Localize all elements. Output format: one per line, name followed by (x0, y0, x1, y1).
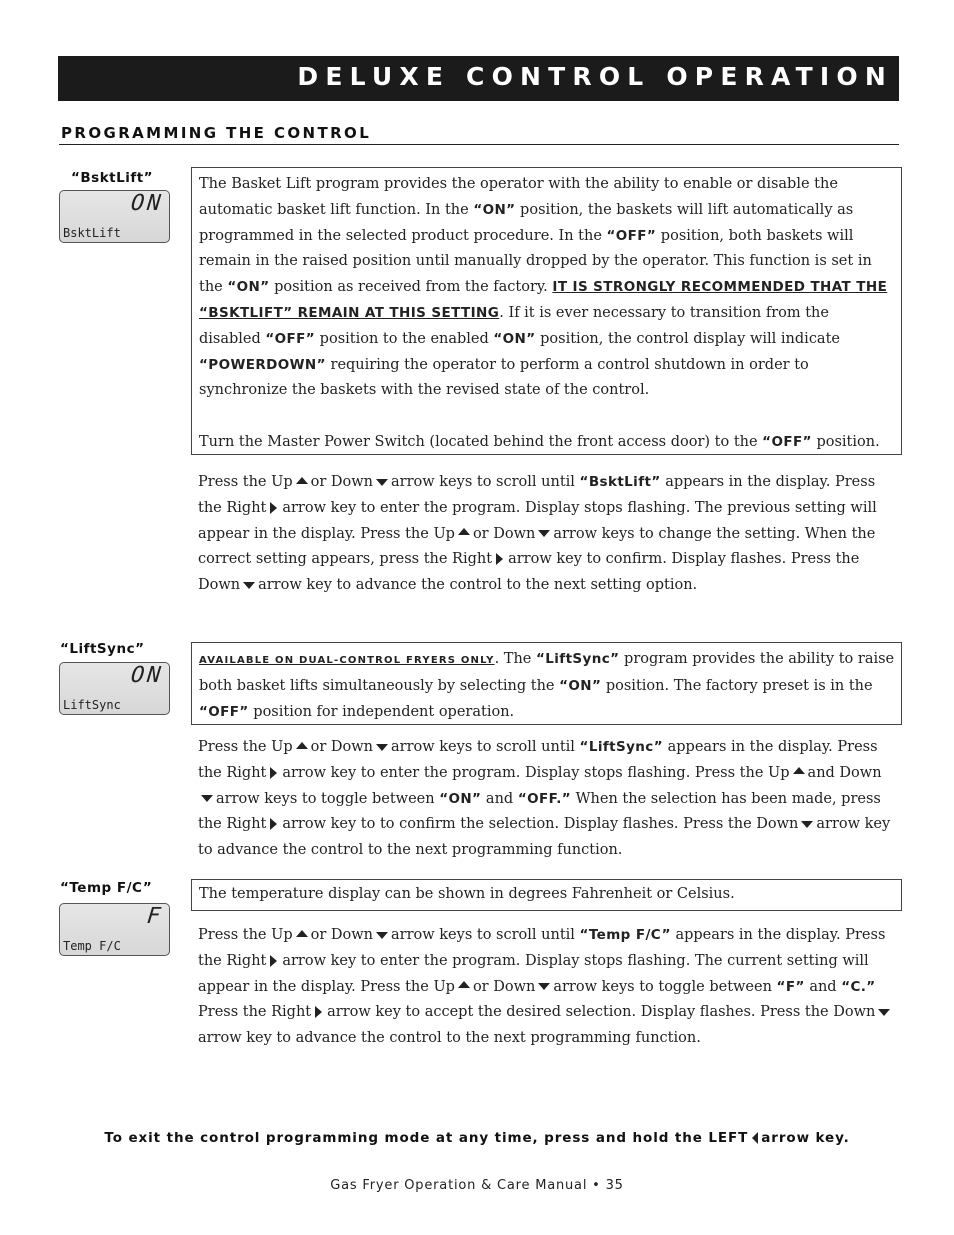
page-header (58, 56, 899, 101)
lcd-name: Temp F/C (63, 939, 121, 953)
tempfc-lcd-display (59, 903, 170, 956)
bsktlift-description: The Basket Lift program provides the operator with the ability to enable or disable the automatic basket lift function. In the “ON” position, the baskets will lift automatically as programmed in the selected product procedure. In the “OFF” position, both baskets will remain in the raised position until manually dropped by the operator. This function is set in the “ON” position as received from the factory. IT IS STRONGLY RECOMMENDED THAT THE “BSKTLIFT” REMAIN AT THIS SETTING. If it is ever necessary to transition from the disabled “OFF” position to the enabled “ON” position, the control display will indicate “POWERDOWN” requiring the operator to perform a control shutdown in order to synchronize the baskets with the revised state of the control. (199, 176, 888, 399)
down-arrow-icon (376, 744, 388, 751)
down-arrow-icon (201, 795, 213, 802)
liftsync-lcd-display (59, 662, 170, 715)
right-arrow-icon (270, 818, 277, 830)
bsktlift-power-note: Turn the Master Power Switch (located behind the front access door) to the “OFF” position. (199, 433, 880, 450)
bsktlift-label: “BsktLift” (71, 170, 154, 186)
page-footer: Gas Fryer Operation & Care Manual • 35 (330, 1178, 624, 1193)
down-arrow-icon (376, 932, 388, 939)
up-arrow-icon (793, 767, 805, 774)
up-arrow-icon (296, 930, 308, 937)
liftsync-description-box (191, 642, 902, 725)
lcd-name: LiftSync (63, 698, 121, 712)
availability-note: AVAILABLE ON DUAL-CONTROL FRYERS ONLY (199, 655, 495, 666)
right-arrow-icon (496, 553, 503, 565)
tempfc-description: The temperature display can be shown in degrees Fahrenheit or Celsius. (199, 886, 735, 902)
header-title: DELUXE CONTROL OPERATION (297, 62, 893, 91)
lcd-value: ON (129, 663, 165, 688)
left-arrow-icon (752, 1132, 758, 1144)
right-arrow-icon (270, 767, 277, 779)
down-arrow-icon (801, 821, 813, 828)
liftsync-instructions: Press the Up or Down arrow keys to scroll until “LiftSync” appears in the display. Press the Right arrow key to enter the program. Display stops flashing. Press the Up and Downarrow keys to toggle between “ON” and “OFF.” When the selection has been made, press the Right arrow key to to confirm the selection. Display flashes. Press the Down arrow key to advance the control to the next programming function. (198, 739, 891, 859)
right-arrow-icon (315, 1006, 322, 1018)
tempfc-label: “Temp F/C” (60, 880, 153, 896)
bsktlift-description-box (191, 167, 902, 455)
tempfc-instructions: Press the Up or Down arrow keys to scroll until “Temp F/C” appears in the display. Press the Right arrow key to enter the program. Display stops flashing. The current setting will appear in the display. Press the Up or Down arrow keys to toggle between “F” and “C.” Press the Right arrow key to accept the desired selection. Display flashes. Press the Downarrow key to advance the control to the next programming function. (198, 923, 898, 1052)
lcd-value: ON (129, 191, 165, 216)
down-arrow-icon (538, 530, 550, 537)
lcd-value: F (145, 904, 165, 929)
right-arrow-icon (270, 502, 277, 514)
section-rule (59, 144, 899, 145)
bsktlift-lcd-display (59, 190, 170, 243)
exit-instruction: To exit the control programming mode at any time, press and hold the LEFT arrow key. (104, 1130, 850, 1146)
warning-text: IT IS STRONGLY RECOMMENDED THAT THE “BSKTLIFT” REMAIN AT THIS SETTING (199, 279, 888, 321)
up-arrow-icon (458, 981, 470, 988)
right-arrow-icon (270, 955, 277, 967)
down-arrow-icon (243, 582, 255, 589)
down-arrow-icon (376, 479, 388, 486)
up-arrow-icon (296, 477, 308, 484)
up-arrow-icon (458, 528, 470, 535)
section-title: PROGRAMMING THE CONTROL (61, 124, 372, 142)
bsktlift-instructions: Press the Up or Down arrow keys to scroll until “BsktLift” appears in the display. Press the Right arrow key to enter the program. Display stops flashing. The previous setting will appear in the display. Press the Up or Down arrow keys to change the setting. When the correct setting appears, press the Right arrow key to confirm. Display flashes. Press the Down arrow key to advance the control to the next setting option. (198, 474, 877, 594)
lcd-name: BsktLift (63, 226, 121, 240)
tempfc-description-box (191, 879, 902, 911)
liftsync-label: “LiftSync” (60, 641, 145, 657)
down-arrow-icon (538, 983, 550, 990)
up-arrow-icon (296, 742, 308, 749)
liftsync-description: AVAILABLE ON DUAL-CONTROL FRYERS ONLY. The “LiftSync” program provides the ability to raise both basket lifts simultaneously by selecting the “ON” position. The factory preset is in the “OFF” position for independent operation. (199, 651, 895, 720)
down-arrow-icon (878, 1009, 890, 1016)
